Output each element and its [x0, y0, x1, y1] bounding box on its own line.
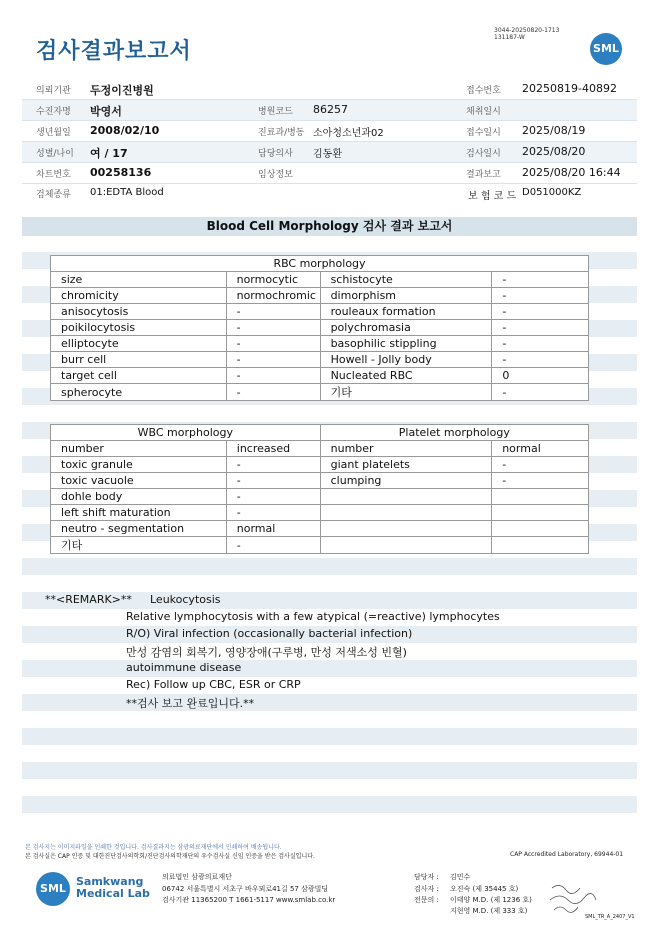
chart-no-value: 00258136 — [90, 166, 152, 179]
morphology-report-title: Blood Cell Morphology 검사 결과 보고서 — [22, 217, 637, 236]
wbc-item-name: toxic vacuole — [51, 473, 227, 489]
wbc-item-name: left shift maturation — [51, 505, 227, 521]
test-date-value: 2025/08/20 — [522, 145, 586, 158]
info-row-2 — [22, 100, 637, 120]
staff-label: 담당자 : — [414, 873, 439, 881]
rbc-item-value: - — [492, 336, 589, 352]
rbc-item-name: size — [51, 272, 227, 288]
info-row-5 — [22, 163, 637, 183]
wbc-item-value: - — [226, 457, 320, 473]
rbc-table-row — [51, 336, 589, 352]
platelet-item-value: normal — [492, 441, 589, 457]
platelet-item-name: number — [320, 441, 492, 457]
platelet-item-value — [492, 521, 589, 537]
rbc-item-name: schistocyte — [320, 272, 492, 288]
wbc-item-name: number — [51, 441, 227, 457]
wbc-table-row — [51, 457, 589, 473]
remark-line: autoimmune disease — [126, 661, 242, 674]
report-title: 검사결과보고서 — [36, 39, 192, 64]
wbc-item-value: - — [226, 505, 320, 521]
org-address: 06742 서울특별시 서초구 바우뫼로41길 57 삼광빌딩 — [162, 885, 329, 893]
info-row-1 — [22, 79, 637, 99]
rbc-item-name: 기타 — [320, 384, 492, 401]
platelet-item-name: clumping — [320, 473, 492, 489]
rbc-item-name: burr cell — [51, 352, 227, 368]
form-code: SML_TR_A_2407_V1 — [585, 914, 635, 920]
doctor-value: 김동환 — [313, 149, 342, 160]
wbc-platelet-morphology-table — [50, 424, 589, 554]
info-row-3 — [22, 121, 637, 141]
dob-label: 생년월일 — [36, 128, 71, 138]
footer-note-print: 본 검사지는 이미지파일을 인쇄한 것입니다. 검사결과지는 삼광의료재단에서 인쇄하여 배송됩니다. — [25, 844, 282, 851]
document-id-line1: 3044-20250820-1713 — [494, 27, 560, 34]
platelet-item-name: giant platelets — [320, 457, 492, 473]
footer-note-certification: 본 검사실은 CAP 인증 및 대한진단검사의학회/진단검사의학재단의 우수검사실 신임 인증을 받은 검사실입니다. — [25, 853, 315, 860]
sex-age-value: 여 / 17 — [90, 147, 128, 160]
rbc-item-name: dimorphism — [320, 288, 492, 304]
rbc-item-name: basophilic stippling — [320, 336, 492, 352]
document-id-line2: 131187-W — [494, 34, 525, 41]
rbc-item-value: - — [226, 352, 320, 368]
rbc-table-row — [51, 272, 589, 288]
remark-first-line: Leukocytosis — [150, 593, 221, 606]
rbc-item-value: - — [492, 304, 589, 320]
org-name: 의료법인 삼광의료재단 — [162, 873, 232, 881]
wbc-table-row — [51, 441, 589, 457]
remark-line: Relative lymphocytosis with a few atypical (=reactive) lymphocytes — [126, 610, 500, 623]
insurance-value: D051000KZ — [522, 187, 582, 198]
rbc-item-value: - — [492, 320, 589, 336]
wbc-table-row — [51, 537, 589, 554]
receipt-no-label: 접수번호 — [466, 86, 501, 96]
staff-value: 김민수 — [450, 873, 471, 881]
rbc-item-name: rouleaux formation — [320, 304, 492, 320]
dept-label: 진료과/병동 — [258, 128, 305, 138]
rbc-item-name: polychromasia — [320, 320, 492, 336]
rbc-table-header: RBC morphology — [51, 256, 589, 272]
rbc-table-row — [51, 320, 589, 336]
wbc-table-row — [51, 473, 589, 489]
rbc-item-value: - — [226, 384, 320, 401]
wbc-item-value: - — [226, 473, 320, 489]
remark-line: **검사 보고 완료입니다.** — [126, 697, 255, 710]
rbc-item-value: - — [492, 384, 589, 401]
platelet-item-name — [320, 537, 492, 554]
hospital-code-value: 86257 — [313, 103, 348, 116]
test-date-label: 검사일시 — [466, 149, 501, 159]
remark-line: R/O) Viral infection (occasionally bacterial infection) — [126, 627, 413, 640]
rbc-table-row — [51, 384, 589, 401]
clinical-label: 임상정보 — [258, 170, 293, 180]
platelet-item-value — [492, 505, 589, 521]
rbc-item-value: normochromic — [226, 288, 320, 304]
name-label: 수진자명 — [36, 107, 71, 117]
rbc-table-row — [51, 368, 589, 384]
rbc-table-row — [51, 304, 589, 320]
tester-label: 검사자 : — [414, 885, 439, 893]
insurance-label: 보 험 코 드 — [468, 191, 517, 202]
rbc-item-value: 0 — [492, 368, 589, 384]
wbc-item-name: 기타 — [51, 537, 227, 554]
hospital-code-label: 병원코드 — [258, 107, 293, 117]
platelet-item-value: - — [492, 473, 589, 489]
rbc-item-value: - — [492, 272, 589, 288]
result-date-label: 결과보고 — [466, 170, 501, 180]
rbc-table-row — [51, 352, 589, 368]
specimen-value: 01:EDTA Blood — [90, 187, 164, 198]
rbc-item-value: - — [492, 352, 589, 368]
samkwang-logo: SML — [36, 872, 70, 906]
rbc-item-name: elliptocyte — [51, 336, 227, 352]
cap-accreditation: CAP Accredited Laboratory, 69944-01 — [510, 851, 624, 858]
dob-value: 2008/02/10 — [90, 124, 160, 137]
specialist-2-value: 지현영 M.D. (제 333 호) — [450, 907, 528, 915]
wbc-table-row — [51, 521, 589, 537]
rbc-item-name: poikilocytosis — [51, 320, 227, 336]
brand-line-1: Samkwang — [76, 875, 144, 888]
wbc-item-name: neutro - segmentation — [51, 521, 227, 537]
receipt-no-value: 20250819-40892 — [522, 82, 617, 95]
wbc-table-row — [51, 489, 589, 505]
platelet-item-value — [492, 537, 589, 554]
tester-value: 오진숙 (제 35445 호) — [450, 885, 519, 893]
result-date-value: 2025/08/20 16:44 — [522, 166, 621, 179]
dept-value: 소아청소년과02 — [313, 128, 384, 139]
rbc-morphology-table — [50, 255, 589, 401]
platelet-item-value: - — [492, 457, 589, 473]
collect-date-label: 채취일시 — [466, 107, 501, 117]
rbc-item-value: - — [226, 304, 320, 320]
rbc-table-row — [51, 288, 589, 304]
rbc-item-name: anisocytosis — [51, 304, 227, 320]
rbc-item-value: - — [492, 288, 589, 304]
org-contact: 검사기관 11365200 T 1661-5117 www.smlab.co.kr — [162, 896, 336, 904]
brand-line-2: Medical Lab — [76, 887, 150, 900]
platelet-item-name — [320, 505, 492, 521]
info-row-4 — [22, 142, 637, 162]
rbc-item-name: target cell — [51, 368, 227, 384]
wbc-item-value: increased — [226, 441, 320, 457]
receipt-date-value: 2025/08/19 — [522, 124, 586, 137]
document-id — [494, 27, 559, 41]
rbc-item-value: - — [226, 320, 320, 336]
sex-age-label: 성별/나이 — [36, 149, 74, 159]
name-value: 박영서 — [90, 105, 122, 118]
doctor-label: 담당의사 — [258, 149, 293, 159]
info-row-6 — [22, 183, 637, 203]
platelet-item-name — [320, 521, 492, 537]
wbc-item-value: - — [226, 537, 320, 554]
remark-line: 만성 감염의 회복기, 영양장애(구루병, 만성 저색소성 빈혈) — [126, 646, 407, 659]
chart-no-label: 차트번호 — [36, 170, 71, 180]
hospital-label: 의뢰기관 — [36, 86, 71, 96]
hospital-value: 두정이진병원 — [90, 84, 154, 97]
rbc-item-name: Howell - Jolly body — [320, 352, 492, 368]
wbc-item-value: - — [226, 489, 320, 505]
wbc-item-name: toxic granule — [51, 457, 227, 473]
rbc-item-name: spherocyte — [51, 384, 227, 401]
rbc-item-value: - — [226, 336, 320, 352]
receipt-date-label: 접수일시 — [466, 128, 501, 138]
platelet-item-name — [320, 489, 492, 505]
rbc-item-name: chromicity — [51, 288, 227, 304]
specialist-label: 전문의 : — [414, 896, 439, 904]
wbc-item-name: dohle body — [51, 489, 227, 505]
wbc-table-row — [51, 505, 589, 521]
platelet-table-header: Platelet morphology — [320, 425, 588, 441]
platelet-item-value — [492, 489, 589, 505]
rbc-item-name: Nucleated RBC — [320, 368, 492, 384]
specialist-1-value: 이태양 M.D. (제 1236 호) — [450, 896, 532, 904]
signature-marks — [548, 880, 608, 914]
remark-line: Rec) Follow up CBC, ESR or CRP — [126, 678, 301, 691]
specimen-label: 검체종류 — [36, 190, 71, 200]
rbc-item-value: - — [226, 368, 320, 384]
brand-name — [76, 876, 150, 900]
wbc-table-header: WBC morphology — [51, 425, 321, 441]
wbc-item-value: normal — [226, 521, 320, 537]
rbc-item-value: normocytic — [226, 272, 320, 288]
sml-logo: SML — [590, 33, 622, 65]
remark-label: **<REMARK>** — [45, 593, 132, 606]
